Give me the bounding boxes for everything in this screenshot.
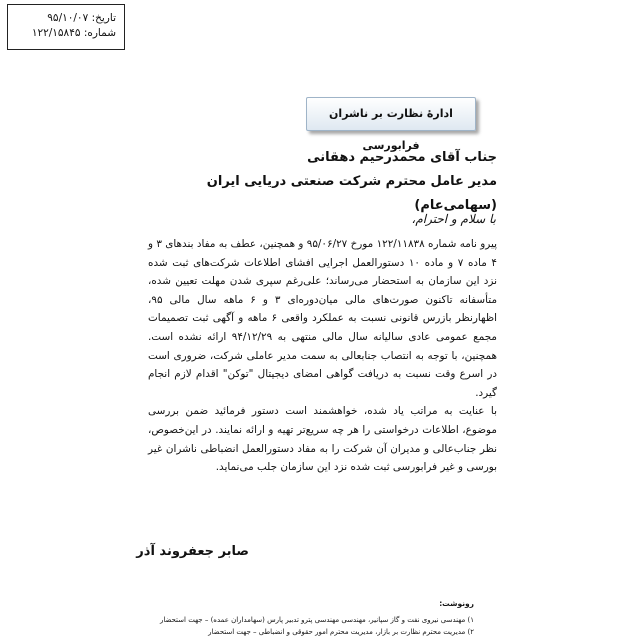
body-paragraph-1: پیرو نامه شماره ۱۲۲/۱۱۸۳۸ مورخ ۹۵/۰۶/۲۷ و همچنین، عطف به مفاد بندهای ۳ و ۴ ماده ۷ و ماده ۱۰ دستورالعمل اجرایی افشای اطلاعات شرکت‌های ثبت شده نزد این سازمان به استحضار می‌رساند؛ علی‌رغم سپری شدن مهلت تعیین شده، متأسفانه تاکنون صورت‌های مالی میان‌دوره‌ای ۳ و ۶ ماهه سال مالی ۹۵، اظهارنظر بازرس قانونی نسبت به عملکرد واقعی ۶ ماهه و آگهی ثبت تصمیمات مجمع عمومی عادی سالیانه سال مالی منتهی به ۹۴/۱۲/۲۹ ارائه نشده است. همچنین، با توجه به انتصاب جنابعالی به سمت مدیر عاملی شرکت، ضروری است در اسرع وقت نسبت به دریافت گواهی امضای دیجیتال "توکن" اقدام لازم انجام گیرد. (148, 238, 498, 399)
department-banner: ادارهٔ نظارت بر ناشران فرابورسی (306, 97, 476, 131)
recipient-name: جناب آقای محمدرحیم دهقانی (307, 150, 497, 165)
cc-item: ۲) مدیریت محترم نظارت بر بازار، مدیریت محترم امور حقوقی و انضباطی – جهت استحضار (208, 628, 474, 636)
letter-body (148, 235, 497, 477)
date-value: ۹۵/۱۰/۰۷ (47, 12, 89, 24)
recipient-title: مدیر عامل محترم شرکت صنعتی دریایی ایران (سهامی‌عام) (206, 174, 497, 213)
number-label: شماره: (83, 27, 116, 39)
cc-item: ۱) مهندسی نیروی نفت و گاز سپانیر، مهندسی مهندسی پترو تدبیر پارس (سهامداران عمده) – جهت استحضار (159, 616, 474, 624)
reference-box (7, 4, 125, 50)
recipient-block (157, 146, 497, 218)
cc-title: رونوشت: (439, 599, 474, 608)
date-label: تاریخ: (91, 12, 116, 24)
date-row (14, 11, 116, 26)
number-row (14, 26, 116, 41)
number-value: ۱۲۲/۱۵۸۴۵ (31, 27, 81, 39)
salutation: با سلام و احترام، (411, 212, 496, 226)
cc-block (14, 598, 474, 638)
signature-name: صابر جعفروند آذر (136, 544, 249, 559)
body-paragraph-2: با عنایت به مراتب یاد شده، خواهشمند است دستور فرمائید ضمن بررسی موضوع، اطلاعات درخواستی را هر چه سریع‌تر تهیه و ارائه نمایند. در این‌خصوص، نظر جناب‌عالی و مدیران آن شرکت را به مفاد دستورالعمل انضباطی ناشران غیر بورسی و غیر فرابورسی ثبت شده نزد این سازمان جلب می‌نماید. (148, 405, 497, 474)
